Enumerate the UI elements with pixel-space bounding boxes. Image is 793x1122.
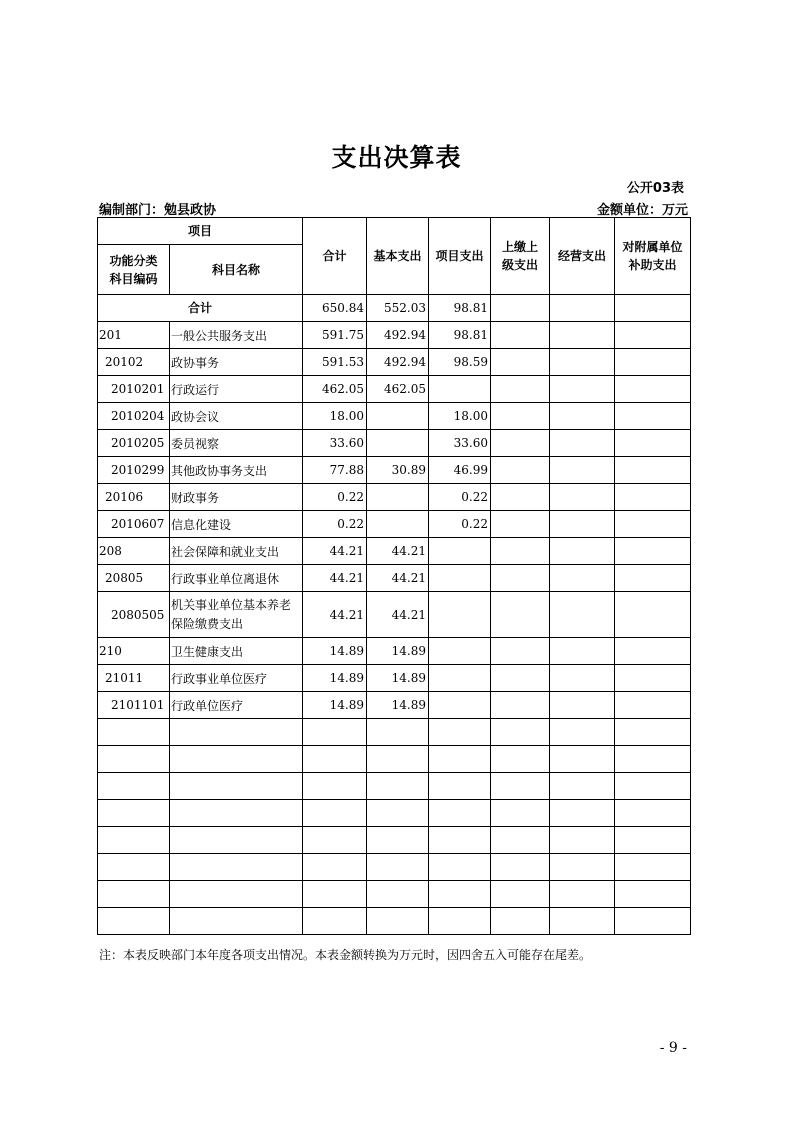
basic-cell: 552.03 [367,295,429,322]
basic-cell: 44.21 [367,565,429,592]
project-cell: 33.60 [429,430,491,457]
unit-label: 金额单位：万元 [596,203,688,218]
table-row [98,349,691,376]
total-cell: 77.88 [303,457,367,484]
code-cell: 201 [98,322,170,349]
project-cell [429,538,491,565]
total-cell: 14.89 [303,665,367,692]
project-cell [429,592,491,638]
table-row [98,638,691,665]
data-rows [98,322,691,935]
project-cell: 18.00 [429,403,491,430]
empty-row [98,800,691,827]
form-number: 公开03表 [626,181,684,196]
table-row [98,511,691,538]
name-cell: 机关事业单位基本养老保险缴费支出 [170,592,303,638]
name-cell: 行政运行 [170,376,303,403]
name-cell: 行政单位医疗 [170,692,303,719]
project-cell: 98.81 [429,322,491,349]
total-cell: 44.21 [303,538,367,565]
empty-row [98,719,691,746]
header-business: 经营支出 [550,218,615,295]
header-item: 项目 [98,218,303,245]
code-cell: 2010205 [98,430,170,457]
code-cell: 210 [98,638,170,665]
table-row [98,665,691,692]
code-cell: 2080505 [98,592,170,638]
name-cell: 一般公共服务支出 [170,322,303,349]
total-cell: 591.75 [303,322,367,349]
name-cell: 政协事务 [170,349,303,376]
total-cell: 591.53 [303,349,367,376]
project-cell [429,638,491,665]
header-remit: 上缴上级支出 [491,218,550,295]
empty-row [98,881,691,908]
total-cell: 0.22 [303,484,367,511]
header-subsidy: 对附属单位补助支出 [615,218,691,295]
code-cell: 2010204 [98,403,170,430]
table-row [98,692,691,719]
table-row [98,430,691,457]
code-cell: 20805 [98,565,170,592]
project-cell: 0.22 [429,484,491,511]
code-cell: 2101101 [98,692,170,719]
total-cell: 462.05 [303,376,367,403]
code-cell: 2010299 [98,457,170,484]
basic-cell: 492.94 [367,322,429,349]
empty-row [98,827,691,854]
table-row [98,403,691,430]
basic-cell [367,511,429,538]
table-row [98,484,691,511]
empty-row [98,854,691,881]
name-cell: 财政事务 [170,484,303,511]
header-project: 项目支出 [429,218,491,295]
total-cell: 14.89 [303,692,367,719]
total-row [98,295,691,322]
project-cell [429,376,491,403]
basic-cell [367,484,429,511]
header-name: 科目名称 [170,245,303,295]
department-label: 编制部门：勉县政协 [99,203,217,218]
name-cell: 行政事业单位离退休 [170,565,303,592]
name-cell: 信息化建设 [170,511,303,538]
total-cell: 14.89 [303,638,367,665]
empty-row [98,908,691,935]
table-row [98,376,691,403]
basic-cell: 30.89 [367,457,429,484]
code-cell: 2010607 [98,511,170,538]
basic-cell: 44.21 [367,538,429,565]
project-cell [429,665,491,692]
project-cell: 0.22 [429,511,491,538]
code-cell: 2010201 [98,376,170,403]
table-row [98,538,691,565]
basic-cell: 492.94 [367,349,429,376]
basic-cell [367,430,429,457]
project-cell: 98.59 [429,349,491,376]
expenditure-table [97,217,691,935]
page-number: - 9 - [659,1040,687,1056]
basic-cell [367,403,429,430]
header-basic: 基本支出 [367,218,429,295]
project-cell [429,692,491,719]
basic-cell: 44.21 [367,592,429,638]
name-cell: 社会保障和就业支出 [170,538,303,565]
table-row [98,322,691,349]
project-cell: 98.81 [429,295,491,322]
total-label: 合计 [98,295,303,322]
total-cell: 33.60 [303,430,367,457]
project-cell [429,565,491,592]
name-cell: 委员视察 [170,430,303,457]
basic-cell: 462.05 [367,376,429,403]
code-cell: 20102 [98,349,170,376]
code-cell: 20106 [98,484,170,511]
total-cell: 18.00 [303,403,367,430]
basic-cell: 14.89 [367,692,429,719]
page-title: 支出决算表 [331,143,462,172]
name-cell: 其他政协事务支出 [170,457,303,484]
name-cell: 卫生健康支出 [170,638,303,665]
table-row [98,592,691,638]
name-cell: 政协会议 [170,403,303,430]
header-code: 功能分类科目编码 [98,245,170,295]
code-cell: 208 [98,538,170,565]
basic-cell: 14.89 [367,638,429,665]
name-cell: 行政事业单位医疗 [170,665,303,692]
project-cell: 46.99 [429,457,491,484]
footnote: 注：本表反映部门本年度各项支出情况。本表金额转换为万元时，因四舍五入可能存在尾差。 [99,948,592,962]
total-cell: 650.84 [303,295,367,322]
total-cell: 0.22 [303,511,367,538]
empty-row [98,746,691,773]
basic-cell: 14.89 [367,665,429,692]
table-row [98,457,691,484]
table-row [98,565,691,592]
total-cell: 44.21 [303,565,367,592]
header-total: 合计 [303,218,367,295]
code-cell: 21011 [98,665,170,692]
empty-row [98,773,691,800]
total-cell: 44.21 [303,592,367,638]
